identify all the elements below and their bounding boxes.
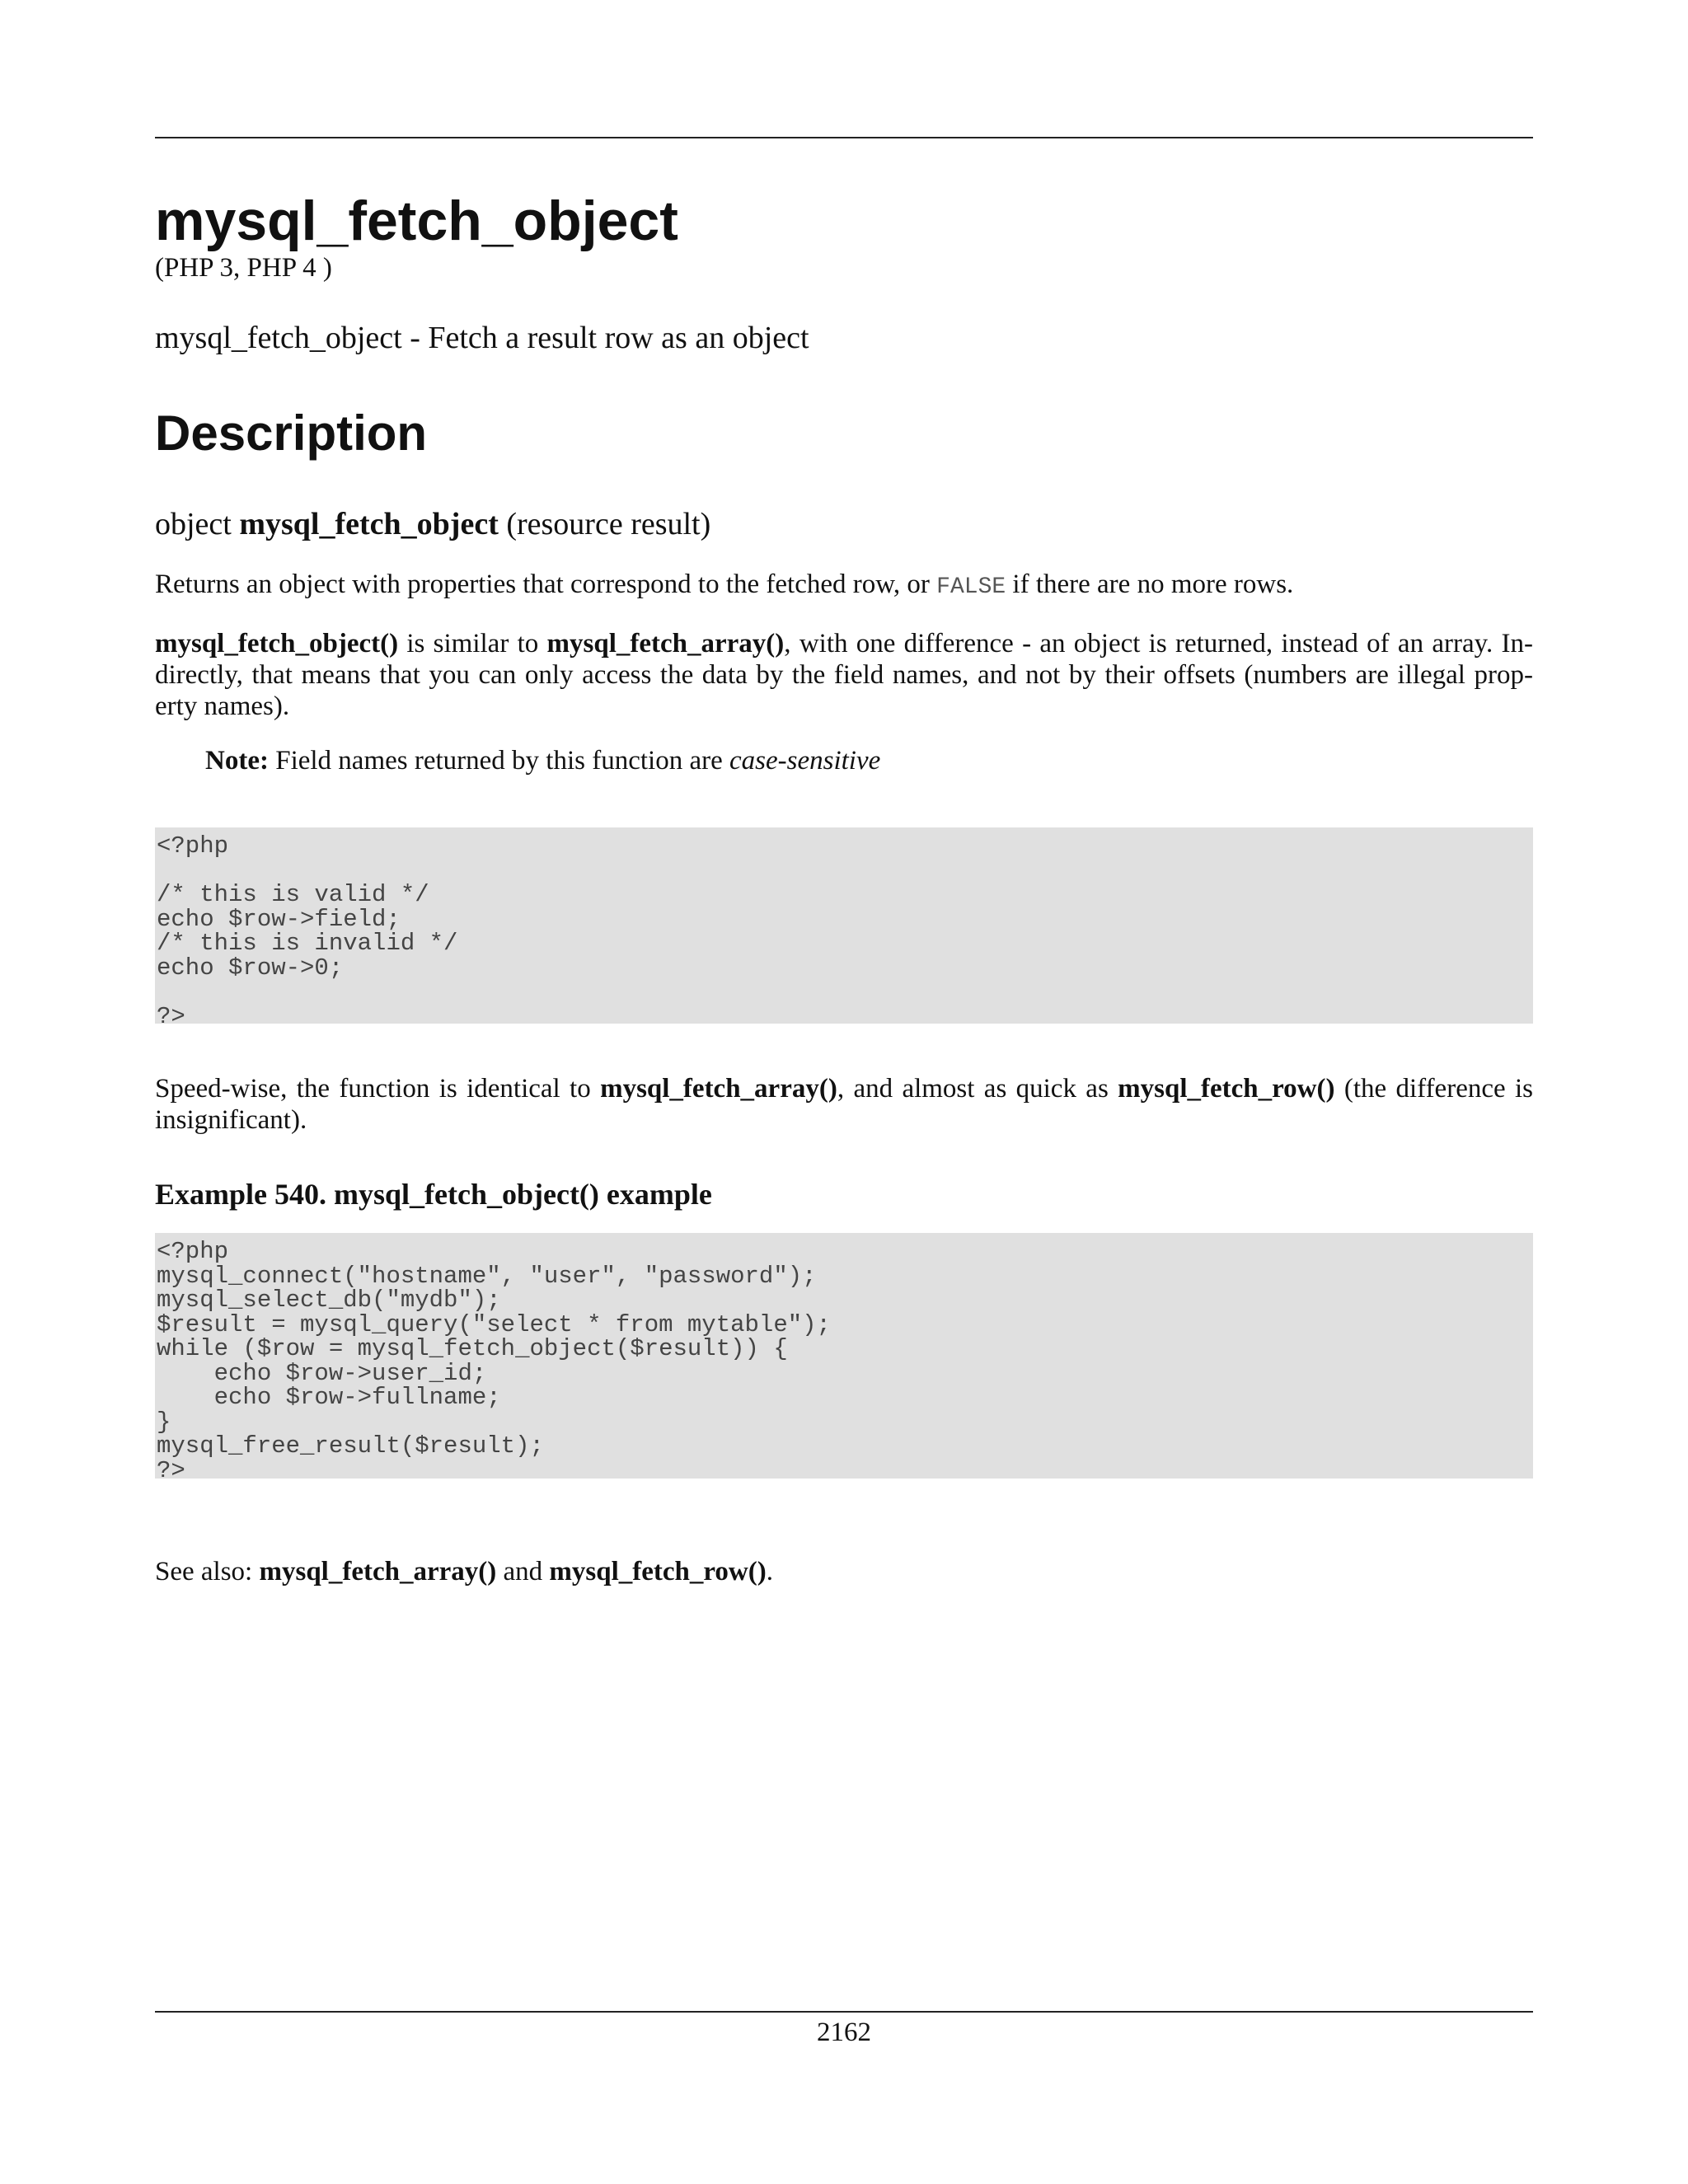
php-versions: (PHP 3, PHP 4 ) — [155, 253, 332, 283]
speed-paragraph — [155, 1073, 1533, 1136]
difference-paragraph — [155, 628, 1533, 722]
fn-link-fetch-array-2[interactable]: mysql_fetch_array() — [600, 1074, 837, 1104]
function-name: mysql_fetch_object — [239, 507, 499, 541]
header-rule — [155, 137, 1533, 138]
false-constant: FALSE — [936, 574, 1006, 600]
fn-link-fetch-object[interactable]: mysql_fetch_object() — [155, 629, 399, 658]
return-type: object — [155, 507, 240, 541]
footer-rule — [155, 2011, 1533, 2013]
code-block-example: <?php mysql_connect("hostname", "user", "password"); mysql_select_db("mydb"); $result = mysql_query("select * from mytable"); while ($row = mysql_fetch_object($result)) { echo $row->user_id; echo $row->fullname; } mysql_free_result($result); ?> — [155, 1233, 1533, 1479]
example-heading: Example 540. mysql_fetch_object() example — [155, 1178, 712, 1211]
returns-text: Returns an object with properties that correspond to the fetched row, or — [155, 569, 937, 599]
note-label: Note: — [205, 746, 269, 776]
page-number: 2162 — [817, 2018, 871, 2047]
note — [205, 745, 1524, 776]
speed-text-1: Speed-wise, the function is identical to — [155, 1074, 601, 1104]
difference-text-1: is similar to — [398, 629, 547, 658]
note-emphasis: case-sensitive — [729, 746, 881, 776]
function-signature — [155, 506, 1533, 542]
difference-text-2: , with one difference - an object is returned, instead of an array. In-directly, that means that you can only access the data by the field names, and not by their offsets (numbers are illegal prop-erty names). — [155, 629, 1533, 721]
see-also — [155, 1556, 1533, 1587]
refname-line — [155, 320, 1533, 356]
speed-text-3: (the difference is insignificant). — [155, 1074, 1533, 1135]
see-also-label: See also: — [155, 1557, 260, 1586]
see-also-end: . — [766, 1557, 773, 1586]
page-title: mysql_fetch_object — [155, 190, 678, 252]
see-also-and: and — [496, 1557, 550, 1586]
code-block-valid-invalid: <?php /* this is valid */ echo $row->field; /* this is invalid */ echo $row->0; ?> — [155, 827, 1533, 1024]
function-params: (resource result) — [498, 507, 711, 541]
refname: mysql_fetch_object — [155, 321, 402, 355]
fn-link-fetch-array[interactable]: mysql_fetch_array() — [546, 629, 785, 658]
description-heading: Description — [155, 405, 428, 461]
speed-text-2: , and almost as quick as — [837, 1074, 1118, 1104]
see-also-fetch-row[interactable]: mysql_fetch_row() — [549, 1557, 767, 1586]
note-text: Field names returned by this function are — [268, 746, 729, 776]
fn-link-fetch-row[interactable]: mysql_fetch_row() — [1118, 1074, 1335, 1104]
refpurpose: - Fetch a result row as an object — [401, 321, 809, 355]
returns-paragraph — [155, 569, 1533, 603]
see-also-fetch-array[interactable]: mysql_fetch_array() — [259, 1557, 497, 1586]
returns-text-end: if there are no more rows. — [1006, 569, 1294, 599]
